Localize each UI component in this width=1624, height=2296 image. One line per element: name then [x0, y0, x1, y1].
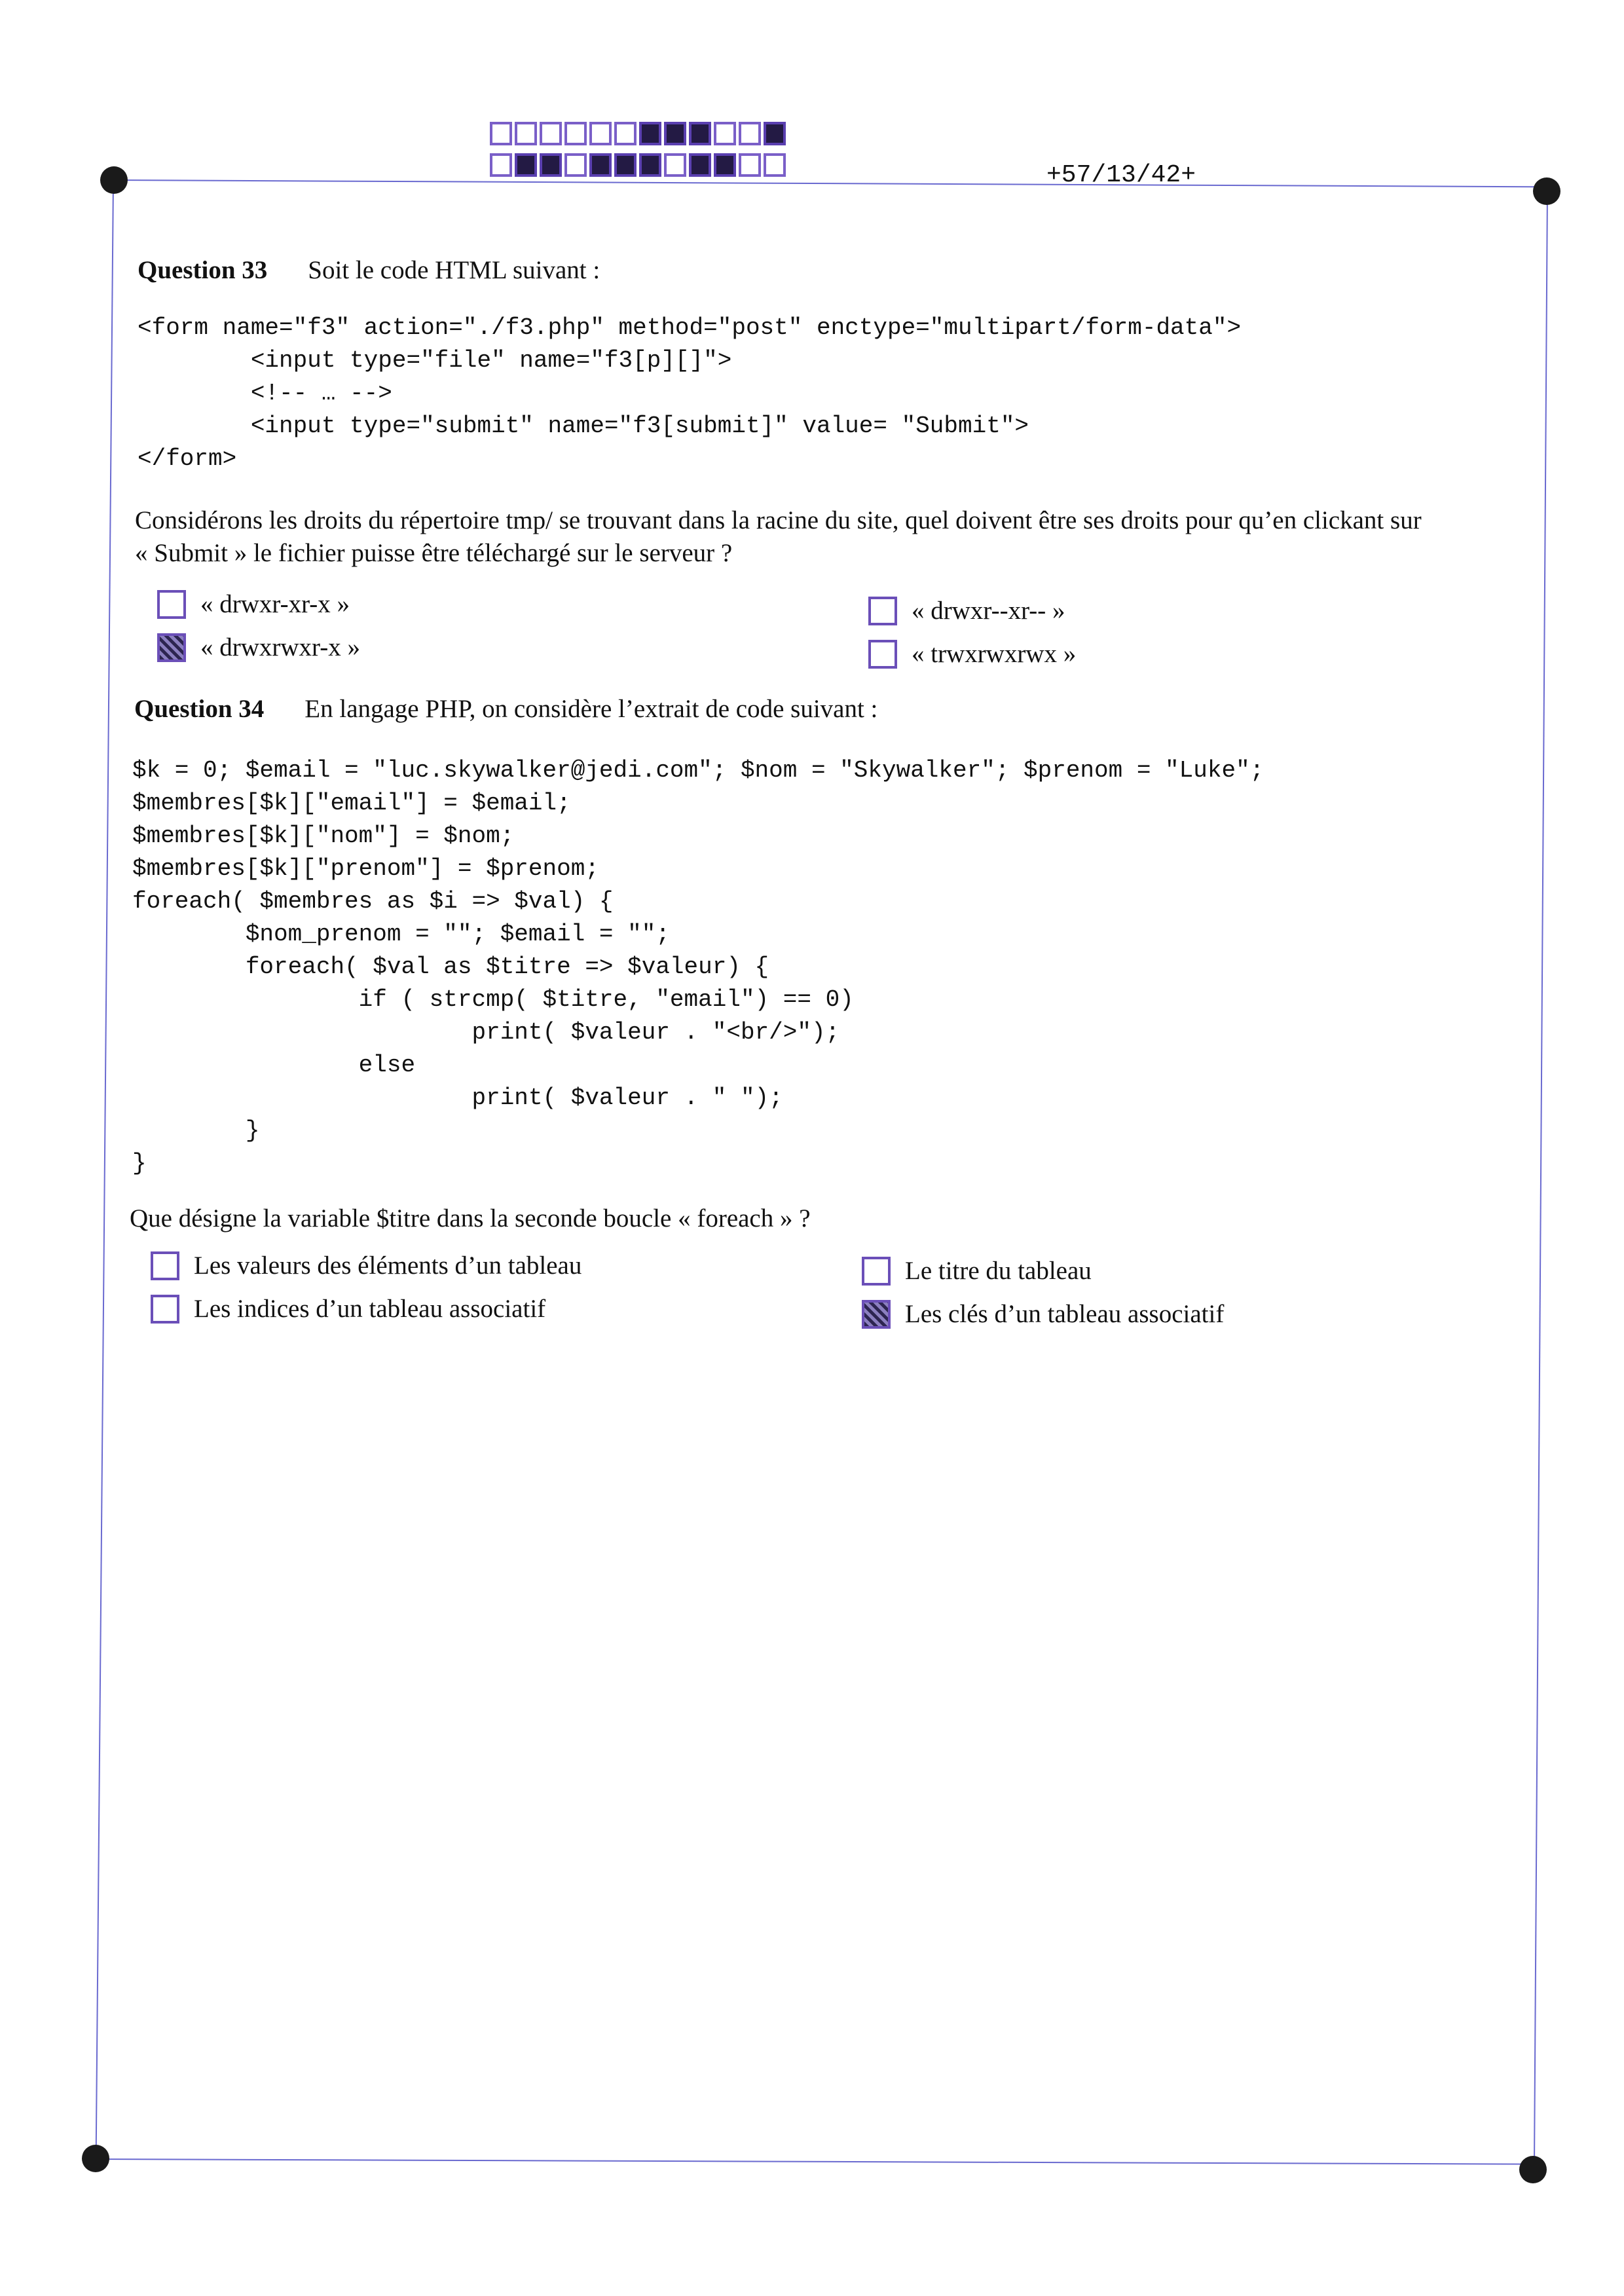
choice-label: Le titre du tableau — [905, 1257, 1092, 1285]
choice-label: « trwxrwxrwx » — [912, 640, 1077, 668]
code-line: $membres[$k]["prenom"] = $prenom; — [132, 855, 599, 882]
question-text — [130, 1202, 1610, 1235]
barcode-cell — [739, 122, 761, 145]
barcode-cell — [540, 122, 562, 145]
frame-bottom-line — [96, 2158, 1534, 2165]
question-heading — [134, 694, 877, 724]
checkbox[interactable] — [151, 1295, 179, 1324]
corner-mark-top-left — [100, 166, 128, 194]
barcode-cell — [589, 153, 612, 177]
code-line: if ( strcmp( $titre, "email") == 0) — [132, 986, 854, 1013]
choice-cles-tableau[interactable] — [862, 1299, 1224, 1329]
question-text-line: Que désigne la variable $titre dans la seconde boucle « foreach » ? — [130, 1204, 811, 1232]
choice-drwxr-xr-x[interactable] — [157, 589, 350, 619]
barcode-cell — [490, 122, 512, 145]
corner-mark-top-right — [1533, 177, 1560, 205]
barcode-cell — [589, 122, 612, 145]
choice-label: Les indices d’un tableau associatif — [194, 1295, 546, 1323]
code-line: print( $valeur . " "); — [132, 1084, 783, 1111]
checkbox-checked[interactable] — [157, 633, 186, 662]
frame-top-line — [113, 179, 1547, 187]
barcode-row-1 — [490, 122, 786, 145]
code-line: } — [132, 1117, 260, 1144]
barcode-cell — [515, 153, 537, 177]
page-id: +57/13/42+ — [1046, 161, 1196, 189]
code-line: </form> — [138, 445, 237, 472]
checkbox[interactable] — [157, 590, 186, 619]
choice-drwxrwxr-x[interactable] — [157, 633, 360, 662]
barcode-cell — [540, 153, 562, 177]
barcode-cell — [739, 153, 761, 177]
code-line: <form name="f3" action="./f3.php" method="post" enctype="multipart/form-data"> — [138, 314, 1242, 341]
question-number: Question 33 — [138, 256, 268, 284]
checkbox[interactable] — [868, 640, 897, 669]
code-line: $membres[$k]["nom"] = $nom; — [132, 823, 515, 849]
choice-label: « drwxr-xr-x » — [200, 590, 350, 618]
code-line: <input type="submit" name="f3[submit]" value= "Submit"> — [138, 413, 1029, 439]
choice-drwxr--xr--[interactable] — [868, 596, 1065, 625]
frame-left-line — [96, 179, 114, 2158]
barcode-cell — [664, 153, 686, 177]
barcode-cell — [689, 153, 711, 177]
code-line: else — [132, 1052, 416, 1079]
barcode-cell — [515, 122, 537, 145]
question-intro: En langage PHP, on considère l’extrait de code suivant : — [304, 695, 878, 723]
code-block — [138, 312, 1241, 475]
checkbox-checked[interactable] — [862, 1300, 891, 1329]
code-line: foreach( $val as $titre => $valeur) { — [132, 954, 769, 980]
choice-valeurs-elements[interactable] — [151, 1251, 581, 1280]
barcode-cell — [764, 122, 786, 145]
question-intro: Soit le code HTML suivant : — [308, 256, 600, 284]
barcode-cell — [764, 153, 786, 177]
barcode-cell — [564, 153, 587, 177]
barcode-cell — [564, 122, 587, 145]
question-heading — [138, 255, 600, 285]
barcode-cell — [714, 153, 736, 177]
barcode-cell — [714, 122, 736, 145]
choice-label: « drwxrwxr-x » — [200, 633, 360, 661]
barcode-cell — [689, 122, 711, 145]
code-line: $nom_prenom = ""; $email = ""; — [132, 921, 670, 948]
choice-indices-tableau[interactable] — [151, 1294, 545, 1324]
barcode-row-2 — [490, 153, 786, 177]
choice-trwxrwxrwx[interactable] — [868, 639, 1076, 669]
barcode-cell — [614, 122, 637, 145]
code-line: <!-- … --> — [138, 380, 392, 407]
barcode-cell — [614, 153, 637, 177]
barcode-cell — [639, 122, 661, 145]
choice-titre-tableau[interactable] — [862, 1256, 1092, 1286]
barcode-cell — [639, 153, 661, 177]
corner-mark-bottom-left — [82, 2145, 109, 2172]
choice-label: « drwxr--xr-- » — [912, 597, 1065, 625]
question-text — [135, 504, 1615, 570]
code-line: } — [132, 1150, 147, 1177]
choice-label: Les clés d’un tableau associatif — [905, 1300, 1225, 1328]
corner-mark-bottom-right — [1519, 2156, 1547, 2183]
choice-label: Les valeurs des éléments d’un tableau — [194, 1251, 582, 1280]
code-line: foreach( $membres as $i => $val) { — [132, 888, 614, 915]
code-line: $k = 0; $email = "luc.skywalker@jedi.com"; $nom = "Skywalker"; $prenom = "Luke"; — [132, 757, 1264, 784]
question-text-line: Considérons les droits du répertoire tmp/ se trouvant dans la racine du site, quel doivent être ses droits pour qu’en clickant sur — [135, 506, 1422, 534]
checkbox[interactable] — [868, 597, 897, 625]
code-line: <input type="file" name="f3[p][]"> — [138, 347, 732, 374]
question-text-line: « Submit » le fichier puisse être téléchargé sur le serveur ? — [135, 539, 733, 567]
code-line: print( $valeur . "<br/>"); — [132, 1019, 840, 1046]
code-line: $membres[$k]["email"] = $email; — [132, 790, 571, 817]
checkbox[interactable] — [862, 1257, 891, 1286]
barcode-cell — [664, 122, 686, 145]
code-block — [132, 754, 1264, 1180]
frame-right-line — [1534, 190, 1548, 2164]
barcode-cell — [490, 153, 512, 177]
question-number: Question 34 — [134, 695, 265, 723]
checkbox[interactable] — [151, 1251, 179, 1280]
